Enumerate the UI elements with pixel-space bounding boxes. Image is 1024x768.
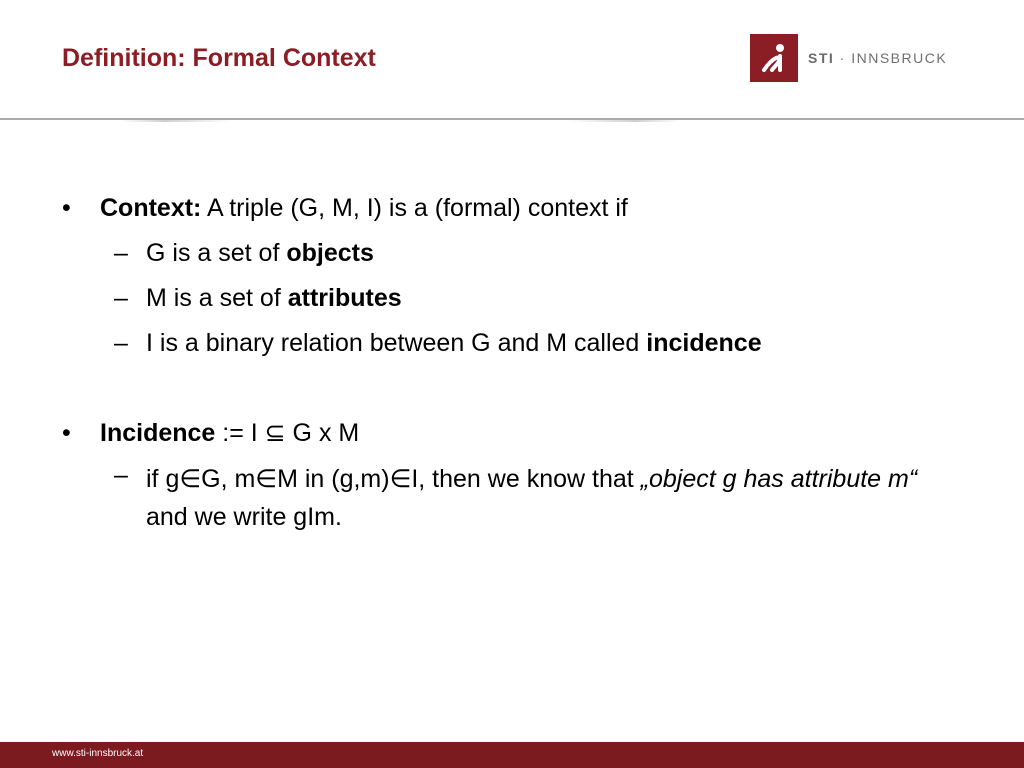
logo-brand: STI	[808, 50, 835, 66]
sub-bullet-membership	[62, 456, 962, 536]
sub-bullet-bold: objects	[286, 239, 374, 267]
sub-bullet-quote: „object g has attribute m“	[640, 465, 918, 493]
bullet-text: := I ⊆ G x M	[215, 419, 360, 447]
header-divider-shadow	[120, 120, 680, 122]
sub-bullet-text: I is a binary relation between G and M called	[146, 329, 647, 357]
sub-bullet-symbol: –	[114, 239, 128, 267]
sti-logo-mark-icon	[750, 34, 798, 82]
sub-bullet-symbol: –	[114, 329, 128, 357]
sub-bullet-bold: attributes	[287, 284, 402, 312]
sub-bullet-symbol: –	[114, 461, 128, 489]
bullet-symbol: •	[62, 194, 71, 222]
bullet-term: Context:	[100, 194, 202, 222]
sti-innsbruck-logo	[750, 34, 947, 82]
sub-bullet-incidence	[62, 321, 962, 366]
sub-bullet-symbol: –	[114, 284, 128, 312]
sub-bullet-text: if g∈G, m∈M in (g,m)∈I, then we know that	[146, 465, 641, 493]
bullet-incidence	[62, 411, 962, 456]
sub-bullet-suffix: and we write gIm.	[146, 503, 342, 531]
sub-bullet-objects	[62, 231, 962, 276]
logo-wordmark	[808, 50, 947, 66]
bullet-symbol: •	[62, 419, 71, 447]
bullet-context	[62, 186, 962, 231]
sub-bullet-attributes	[62, 276, 962, 321]
logo-separator: ·	[834, 50, 852, 66]
footer-bar	[0, 742, 1024, 768]
sub-bullet-bold: incidence	[646, 329, 762, 357]
bullet-text: A triple (G, M, I) is a (formal) context if	[201, 194, 628, 222]
sub-bullet-text: G is a set of	[146, 239, 287, 267]
bullet-term: Incidence	[100, 419, 216, 447]
footer-url: www.sti-innsbruck.at	[52, 748, 144, 759]
logo-name: INNSBRUCK	[851, 50, 948, 66]
sub-bullet-text: M is a set of	[146, 284, 288, 312]
slide-title: Definition: Formal Context	[62, 44, 376, 72]
slide-body	[62, 186, 962, 536]
bullet-spacer	[62, 366, 962, 411]
